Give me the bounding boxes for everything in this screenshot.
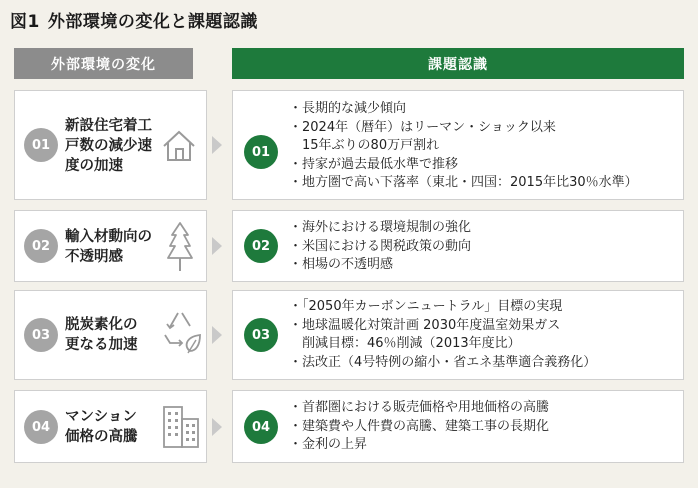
factor-card-01 [14, 90, 207, 200]
issue-list [289, 100, 677, 193]
issue-item-continued: 15年ぶりの80万戸割れ [302, 138, 440, 154]
header-issue-recognition: 課題認識 [232, 48, 684, 79]
issue-card-02 [232, 210, 684, 282]
arrow-icon [212, 418, 222, 436]
page-title [10, 7, 258, 32]
factor-number-badge: 04 [24, 410, 58, 444]
factor-card-04 [14, 390, 207, 463]
factor-label-line: 不透明感 [65, 249, 123, 265]
factor-label-line: 新設住宅着工 [65, 118, 152, 134]
issue-number-badge: 03 [244, 318, 278, 352]
arrow-icon [212, 237, 222, 255]
issue-item: ・ 金利の上昇 [289, 436, 677, 455]
factor-label [65, 116, 161, 176]
issue-item: ・ 首都圏における販売価格や用地価格の高騰 [289, 399, 677, 418]
factor-label-line: マンション [65, 409, 137, 425]
issue-card-04 [232, 390, 684, 463]
figure-title: 外部環境の変化と課題認識 [47, 12, 258, 32]
issue-card-03 [232, 290, 684, 380]
issue-item: ・ 米国における関税政策の動向 [289, 238, 677, 257]
factor-label [65, 315, 161, 355]
factor-label-line: 価格の高騰 [65, 429, 138, 445]
issue-item: ・ 法改正（4号特例の縮小・省エネ基準適合義務化） [289, 354, 677, 373]
issue-list [289, 399, 677, 455]
issue-item: ・ 海外における環境規制の強化 [289, 219, 677, 238]
recycle-leaf-icon [160, 309, 204, 355]
issue-number-badge: 01 [244, 135, 278, 169]
factor-label [65, 407, 161, 447]
factor-label-line: 輸入材動向の [65, 229, 152, 245]
factor-label [65, 227, 161, 267]
arrow-icon [212, 136, 222, 154]
factor-card-03 [14, 290, 207, 380]
arrow-icon [212, 326, 222, 344]
issue-card-01 [232, 90, 684, 200]
issue-item: ・ 「2050年カーボンニュートラル」目標の実現 [289, 298, 677, 317]
issue-item: ・ 地方圏で高い下落率（東北・四国：2015年比30％水準） [289, 174, 677, 193]
header-external-change: 外部環境の変化 [14, 48, 193, 79]
issue-item: ・ 建築費や人件費の高騰、建築工事の長期化 [289, 418, 677, 437]
factor-card-02 [14, 210, 207, 282]
house-icon [161, 129, 197, 163]
issue-item: ・ 持家が過去最低水準で推移 [289, 156, 677, 175]
buildings-icon [162, 405, 202, 449]
issue-number-badge: 02 [244, 229, 278, 263]
issue-number-badge: 04 [244, 410, 278, 444]
factor-label-line: 戸数の減少速 [65, 138, 152, 154]
issue-item-continued: 削減目標：46％削減（2013年度比） [302, 336, 521, 352]
issue-item: ・ 地球温暖化対策計画 2030年度温室効果ガス [289, 317, 677, 336]
issue-item: ・ 長期的な減少傾向 [289, 100, 677, 119]
issue-list [289, 219, 677, 275]
tree-icon [167, 221, 193, 273]
factor-label-line: 度の加速 [65, 158, 123, 174]
factor-number-badge: 02 [24, 229, 58, 263]
figure-number: 図1 [10, 12, 40, 32]
factor-number-badge: 03 [24, 318, 58, 352]
factor-number-badge: 01 [24, 128, 58, 162]
factor-label-line: 更なる加速 [65, 337, 138, 353]
issue-item: ・ 相場の不透明感 [289, 256, 677, 275]
issue-list [289, 298, 677, 372]
factor-label-line: 脱炭素化の [65, 317, 138, 333]
issue-item: ・ 2024年（暦年）はリーマン・ショック以来 [289, 119, 677, 138]
